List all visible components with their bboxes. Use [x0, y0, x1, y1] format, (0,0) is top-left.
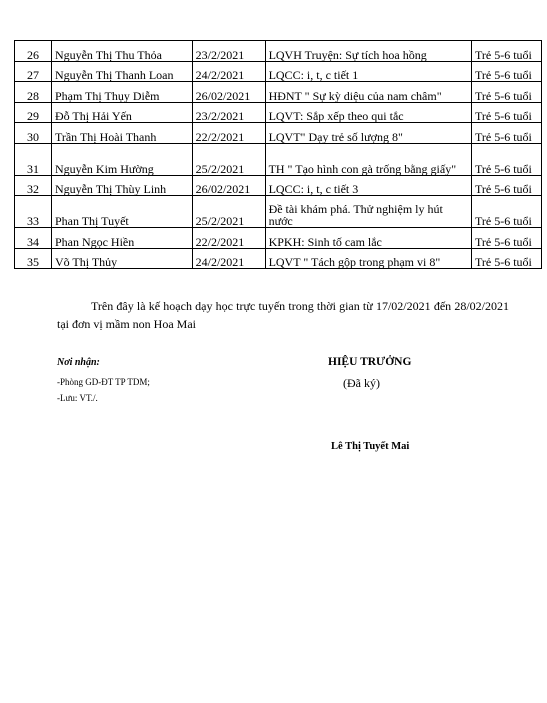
age-group-cell: Trẻ 5-6 tuổi: [472, 196, 542, 228]
activity-name-cell: KPKH: Sinh tố cam lắc: [265, 228, 471, 249]
table-row: [15, 102, 542, 123]
closing-paragraph-text: Trên đây là kế hoạch dạy học trực tuyến trong thời gian từ 17/02/2021 đến 28/02/2021 tại đơn vị mầm non Hoa Mai: [57, 299, 509, 331]
teaching-date-cell: 23/2/2021: [192, 102, 265, 123]
table-row: [15, 196, 542, 228]
closing-paragraph: [57, 297, 509, 333]
row-number-cell: 31: [15, 143, 52, 175]
recipients-title: Nơi nhận:: [57, 357, 100, 368]
teacher-name-cell: Nguyễn Thị Thanh Loan: [51, 61, 192, 82]
table-row: [15, 61, 542, 82]
teacher-name-cell: Nguyễn Kim Hường: [51, 143, 192, 175]
activity-name-cell: TH " Tạo hình con gà trống bằng giấy": [265, 143, 471, 175]
table-row: [15, 248, 542, 269]
age-group-cell: Trẻ 5-6 tuổi: [472, 123, 542, 144]
table-row: [15, 41, 542, 62]
age-group-cell: Trẻ 5-6 tuổi: [472, 102, 542, 123]
activity-name-cell: LQVT" Dạy trẻ số lượng 8": [265, 123, 471, 144]
teaching-date-cell: 22/2/2021: [192, 123, 265, 144]
row-number-cell: 35: [15, 248, 52, 269]
activity-name-cell: LQCC: i, t, c tiết 1: [265, 61, 471, 82]
table-row: [15, 175, 542, 196]
activity-name-cell: Đề tài khám phá. Thử nghiệm ly hút nước: [265, 196, 471, 228]
row-number-cell: 32: [15, 175, 52, 196]
recipient-line: -Lưu: VT./.: [57, 393, 98, 403]
teacher-name-cell: Trần Thị Hoài Thanh: [51, 123, 192, 144]
recipient-line: -Phòng GD-ĐT TP TDM;: [57, 377, 150, 387]
row-number-cell: 27: [15, 61, 52, 82]
age-group-cell: Trẻ 5-6 tuổi: [472, 143, 542, 175]
teaching-date-cell: 25/2/2021: [192, 143, 265, 175]
teacher-name-cell: Nguyễn Thị Thu Thỏa: [51, 41, 192, 62]
signature-status: (Đã ký): [343, 376, 380, 390]
teaching-date-cell: 24/2/2021: [192, 61, 265, 82]
row-number-cell: 33: [15, 196, 52, 228]
table-row: [15, 228, 542, 249]
teacher-name-cell: Phan Thị Tuyết: [51, 196, 192, 228]
teaching-date-cell: 26/02/2021: [192, 82, 265, 103]
activity-name-cell: LQVT " Tách gộp trong phạm vi 8": [265, 248, 471, 269]
table-row: [15, 82, 542, 103]
activity-name-cell: HĐNT " Sự kỳ diệu của nam châm": [265, 82, 471, 103]
age-group-cell: Trẻ 5-6 tuổi: [472, 248, 542, 269]
teaching-date-cell: 26/02/2021: [192, 175, 265, 196]
row-number-cell: 34: [15, 228, 52, 249]
teacher-name-cell: Nguyễn Thị Thùy Linh: [51, 175, 192, 196]
teacher-name-cell: Đỗ Thị Hải Yến: [51, 102, 192, 123]
activity-name-cell: LQVT: Sắp xếp theo qui tắc: [265, 102, 471, 123]
row-number-cell: 30: [15, 123, 52, 144]
teaching-plan-table: [14, 40, 542, 269]
row-number-cell: 28: [15, 82, 52, 103]
signer-name: Lê Thị Tuyết Mai: [331, 441, 410, 452]
activity-name-cell: LQVH Truyện: Sự tích hoa hồng: [265, 41, 471, 62]
table-row: [15, 123, 542, 144]
table-row: [15, 143, 542, 175]
age-group-cell: Trẻ 5-6 tuổi: [472, 61, 542, 82]
age-group-cell: Trẻ 5-6 tuổi: [472, 228, 542, 249]
row-number-cell: 26: [15, 41, 52, 62]
teacher-name-cell: Phan Ngọc Hiền: [51, 228, 192, 249]
age-group-cell: Trẻ 5-6 tuổi: [472, 175, 542, 196]
signature-title: HIỆU TRƯỞNG: [328, 356, 412, 368]
teaching-date-cell: 25/2/2021: [192, 196, 265, 228]
age-group-cell: Trẻ 5-6 tuổi: [472, 41, 542, 62]
age-group-cell: Trẻ 5-6 tuổi: [472, 82, 542, 103]
teaching-date-cell: 23/2/2021: [192, 41, 265, 62]
teaching-plan-body: [15, 41, 542, 269]
row-number-cell: 29: [15, 102, 52, 123]
activity-name-cell: LQCC: i, t, c tiết 3: [265, 175, 471, 196]
teaching-date-cell: 24/2/2021: [192, 248, 265, 269]
teacher-name-cell: Phạm Thị Thụy Diễm: [51, 82, 192, 103]
teaching-date-cell: 22/2/2021: [192, 228, 265, 249]
teacher-name-cell: Võ Thị Thủy: [51, 248, 192, 269]
